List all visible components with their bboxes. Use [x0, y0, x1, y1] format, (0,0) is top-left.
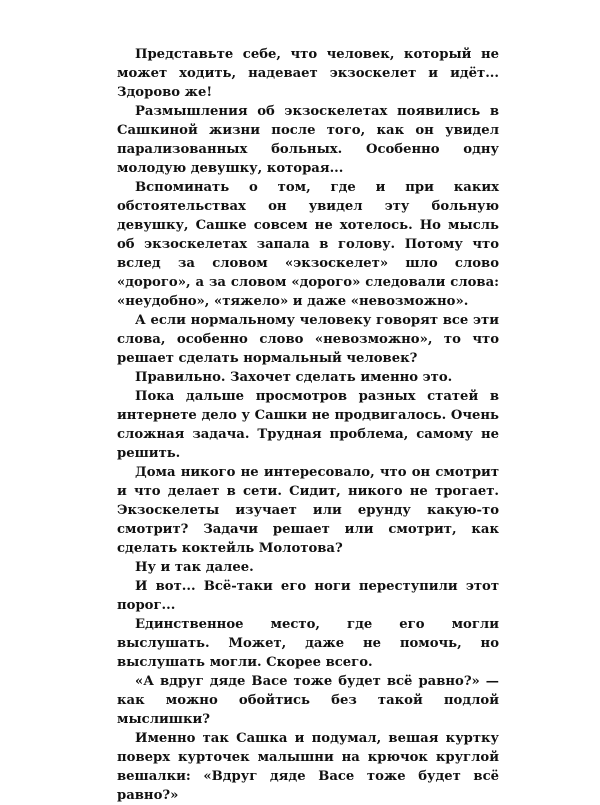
paragraph: И вот... Всё-таки его ноги переступили этот порог...: [117, 579, 499, 613]
paragraph: Представьте себе, что человек, который не может ходить, надевает экзоскелет и идёт... Здорово же!: [117, 47, 499, 100]
paragraph: Пока дальше просмотров разных статей в интернете дело у Сашки не продвигалось. Очень сложная задача. Трудная проблема, самому не решить.: [117, 389, 499, 461]
paragraph: Вспоминать о том, где и при каких обстоятельствах он увидел эту больную девушку, Сашке совсем не хотелось. Но мысль об экзоскелетах запала в голову. Потому что вслед за словом «экзоскелет» шло слово «дорого», а за словом «дорого» следовали слова: «неудобно», «тяжело» и даже «невозможно».: [117, 180, 499, 309]
paragraph: Дома никого не интересовало, что он смотрит и что делает в сети. Сидит, никого не трогает. Экзоскелеты изучает или ерунду какую-то смотрит? Задачи решает или смотрит, как сделать коктейль Молотова?: [117, 465, 499, 556]
paragraph: Единственное место, где его могли выслушать. Может, даже не помочь, но выслушать могли. Скорее всего.: [117, 617, 499, 670]
paragraph: Размышления об экзоскелетах появились в Сашкиной жизни после того, как он увидел парализованных больных. Особенно одну молодую девушку, которая...: [117, 104, 499, 176]
paragraph: «А вдруг дяде Васе тоже будет всё равно?» — как можно обойтись без такой подлой мыслишки?: [117, 674, 499, 727]
paragraph: А если нормальному человеку говорят все эти слова, особенно слово «невозможно», то что решает сделать нормальный человек?: [117, 313, 499, 366]
paragraph: Правильно. Захочет сделать именно это.: [135, 370, 453, 385]
book-page: [117, 45, 499, 805]
paragraph: Ну и так далее.: [135, 560, 254, 575]
paragraph: Именно так Сашка и подумал, вешая куртку поверх курточек малышни на крючок круглой вешалки: «Вдруг дяде Васе тоже будет всё равно?»: [117, 731, 499, 803]
